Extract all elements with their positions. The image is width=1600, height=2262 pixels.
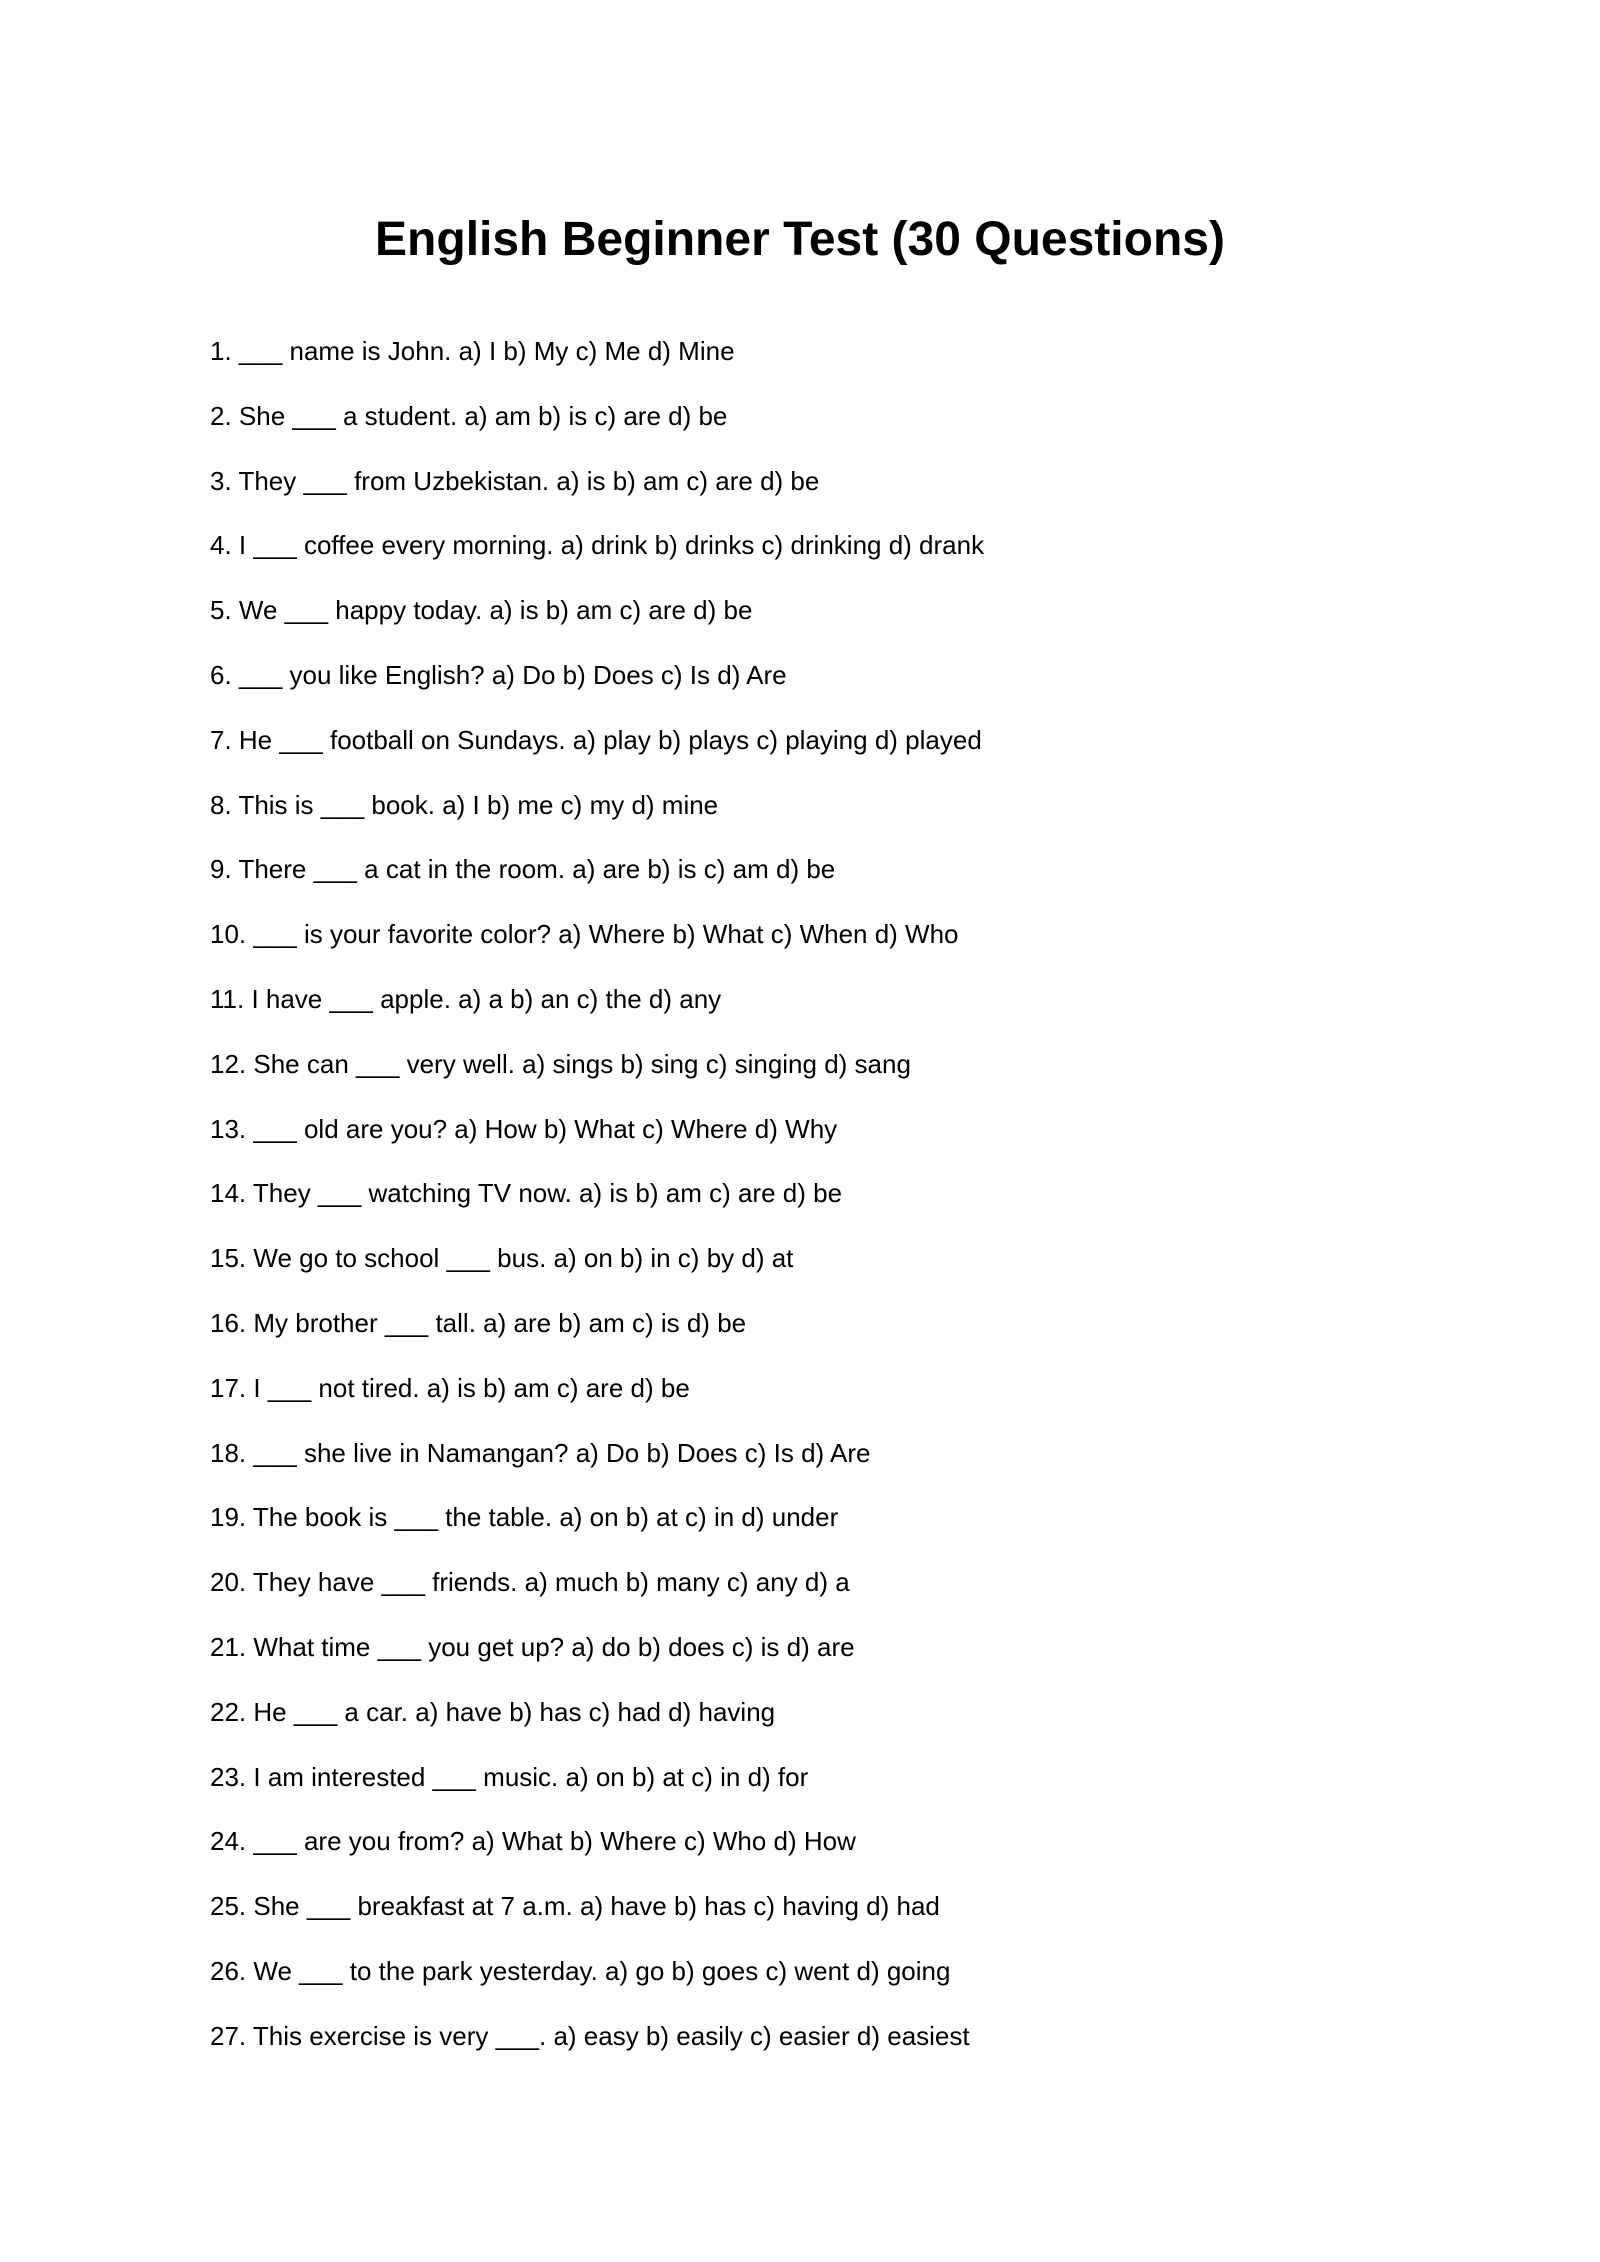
question-item: 23. I am interested ___ music. a) on b) at c) in d) for [210,1761,809,1792]
question-item: 24. ___ are you from? a) What b) Where c) Who d) How [210,1826,856,1857]
question-item: 9. There ___ a cat in the room. a) are b) is c) am d) be [210,854,836,885]
question-item: 17. I ___ not tired. a) is b) am c) are d) be [210,1372,690,1403]
question-item: 26. We ___ to the park yesterday. a) go b) goes c) went d) going [210,1955,951,1986]
question-list [210,334,1390,2084]
question-item: 22. He ___ a car. a) have b) has c) had d) having [210,1696,776,1727]
question-item: 21. What time ___ you get up? a) do b) does c) is d) are [210,1631,855,1662]
question-item: 13. ___ old are you? a) How b) What c) Where d) Why [210,1113,838,1144]
question-item: 25. She ___ breakfast at 7 a.m. a) have b) has c) having d) had [210,1891,940,1922]
question-item: 6. ___ you like English? a) Do b) Does c) Is d) Are [210,659,787,690]
question-item: 7. He ___ football on Sundays. a) play b) plays c) playing d) played [210,724,982,755]
question-item: 3. They ___ from Uzbekistan. a) is b) am c) are d) be [210,465,820,496]
question-item: 12. She can ___ very well. a) sings b) sing c) singing d) sang [210,1048,911,1079]
question-item: 5. We ___ happy today. a) is b) am c) are d) be [210,595,753,626]
question-item: 4. I ___ coffee every morning. a) drink b) drinks c) drinking d) drank [210,530,985,561]
question-item: 10. ___ is your favorite color? a) Where b) What c) When d) Who [210,919,959,950]
question-item: 19. The book is ___ the table. a) on b) at c) in d) under [210,1502,839,1533]
question-item: 15. We go to school ___ bus. a) on b) in c) by d) at [210,1243,794,1274]
page-title: English Beginner Test (30 Questions) [375,213,1225,266]
question-item: 8. This is ___ book. a) I b) me c) my d) mine [210,789,719,820]
question-item: 1. ___ name is John. a) I b) My c) Me d) Mine [210,336,735,366]
question-item: 2. She ___ a student. a) am b) is c) are d) be [210,400,728,431]
question-item: 20. They have ___ friends. a) much b) many c) any d) a [210,1567,850,1598]
question-item: 11. I have ___ apple. a) a b) an c) the d) any [210,983,722,1014]
question-item: 16. My brother ___ tall. a) are b) am c) is d) be [210,1307,747,1338]
question-item: 27. This exercise is very ___. a) easy b) easily c) easier d) easiest [210,2020,970,2051]
question-item: 18. ___ she live in Namangan? a) Do b) Does c) Is d) Are [210,1437,871,1468]
question-item: 14. They ___ watching TV now. a) is b) am c) are d) be [210,1178,843,1209]
